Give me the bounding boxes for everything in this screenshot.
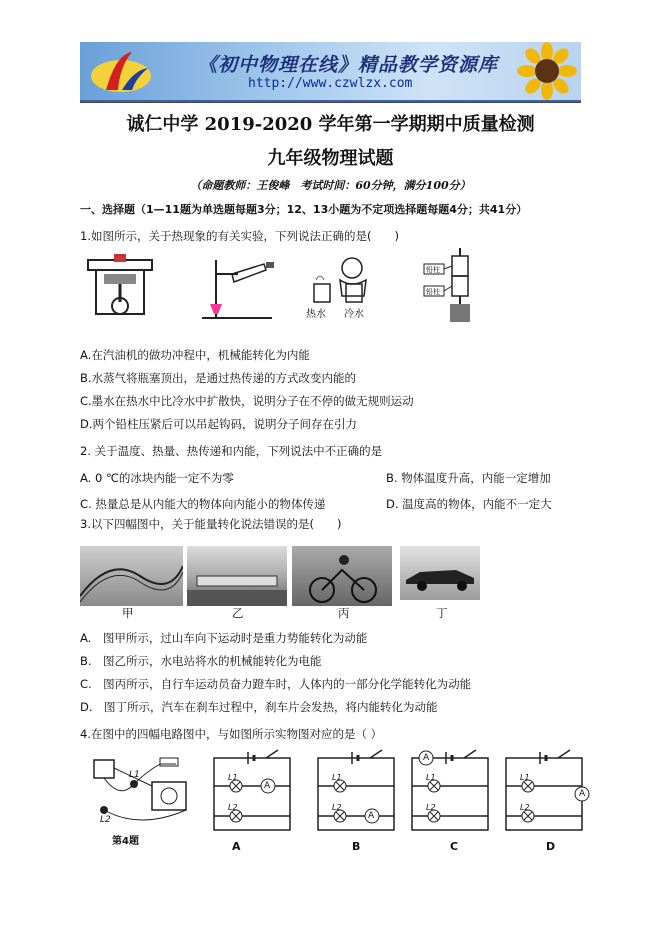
- circuit-diagram-d: [500, 748, 590, 832]
- circuit-c-ammeter: A: [423, 753, 430, 763]
- steam-flask-figure: [192, 254, 287, 322]
- circuit-a-l2: L2: [228, 803, 238, 812]
- q2-option-a: A. 0 ℃的冰块内能一定不为零: [80, 471, 234, 485]
- circuit-d-ammeter: A: [579, 789, 586, 799]
- circuit-c-l2: L2: [426, 803, 436, 812]
- q1-label-lead-top: 铅柱: [426, 266, 440, 274]
- q1-label-cold-water: 冷水: [344, 309, 364, 320]
- circuit-physical-figure: [80, 750, 200, 836]
- q3-option-b: B. 图乙所示，水电站将水的机械能转化为电能: [80, 654, 322, 668]
- q1-option-a: A.在汽油机的做功冲程中，机械能转化为内能: [80, 348, 310, 362]
- racecar-photo: [400, 546, 480, 600]
- q2-option-d: D. 温度高的物体，内能不一定大: [386, 497, 552, 511]
- q4-figure-caption: 第4题: [112, 836, 139, 847]
- circuit-a-ammeter: A: [264, 781, 271, 791]
- q1-option-c: C.墨水在热水中比冷水中扩散快，说明分子在不停的做无规则运动: [80, 394, 414, 408]
- q4-stem: 4.在图中的四幅电路图中，与如图所示实物图对应的是（ ）: [80, 727, 383, 741]
- lead-cylinders-figure: [420, 248, 490, 324]
- banner-url: http://www.czwlzx.com: [248, 76, 413, 91]
- engine-cylinder-figure: [78, 250, 163, 322]
- q4-physical-l2: L2: [100, 815, 111, 825]
- header-rule: [80, 102, 581, 103]
- q3-option-d: D. 图丁所示，汽车在刹车过程中，刹车片会发热，将内能转化为动能: [80, 700, 438, 714]
- q3-option-c: C. 图丙所示，自行车运动员奋力蹬车时，人体内的一部分化学能转化为动能: [80, 677, 472, 691]
- banner-title: 《初中物理在线》精品教学资源库: [198, 54, 499, 76]
- circuit-b-l1: L1: [332, 773, 342, 782]
- circuit-d-label: D: [546, 840, 556, 853]
- q3-option-a: A. 图甲所示，过山车向下运动时是重力势能转化为动能: [80, 631, 368, 645]
- rollercoaster-photo: [80, 546, 183, 606]
- exam-subtitle: 九年级物理试题: [267, 148, 394, 169]
- q1-label-hot-water: 热水: [306, 309, 326, 320]
- q1-option-b: B.水蒸气将瓶塞顶出，是通过热传递的方式改变内能的: [80, 371, 357, 385]
- circuit-c-l1: L1: [426, 773, 436, 782]
- hydropower-photo: [187, 546, 287, 606]
- school-logo-icon: [86, 46, 156, 96]
- circuit-a-label: A: [232, 840, 241, 853]
- circuit-d-l1: L1: [520, 773, 530, 782]
- q4-physical-l1: L1: [129, 770, 140, 780]
- circuit-diagram-a: [208, 748, 296, 832]
- circuit-diagram-b: [312, 748, 400, 832]
- circuit-diagram-c: [406, 748, 494, 832]
- circuit-c-label: C: [450, 840, 459, 853]
- q2-option-b: B. 物体温度升高，内能一定增加: [386, 471, 551, 485]
- exam-title: 诚仁中学 2019-2020 学年第一学期期中质量检测: [126, 114, 535, 135]
- q3-stem: 3.以下四幅图中，关于能量转化说法错误的是( ): [80, 517, 342, 531]
- q2-option-c: C. 热量总是从内能大的物体向内能小的物体传递: [80, 497, 326, 511]
- circuit-d-l2: L2: [520, 803, 530, 812]
- q3-label-yi: 乙: [232, 606, 244, 620]
- sunflower-icon: [515, 42, 579, 100]
- cyclist-photo: [292, 546, 392, 606]
- q3-label-bing: 丙: [338, 606, 350, 620]
- circuit-b-ammeter: A: [368, 811, 375, 821]
- q1-option-d: D.两个铅柱压紧后可以吊起钩码，说明分子间存在引力: [80, 417, 358, 431]
- section-heading: 一、选择题（1—11题为单选题每题3分；12、13小题为不定项选择题每题4分；共41分）: [80, 203, 528, 216]
- q3-label-jia: 甲: [122, 606, 134, 620]
- circuit-a-l1: L1: [228, 773, 238, 782]
- header-banner: [80, 42, 581, 102]
- q1-stem: 1.如图所示，关于热现象的有关实验，下列说法正确的是( ): [80, 229, 399, 243]
- exam-meta: （命题教师：王俊峰 考试时间：60分钟，满分100分）: [190, 179, 471, 192]
- circuit-b-label: B: [352, 840, 361, 853]
- q3-label-ding: 丁: [436, 606, 448, 620]
- circuit-b-l2: L2: [332, 803, 342, 812]
- q2-stem: 2. 关于温度、热量、热传递和内能，下列说法中不正确的是: [80, 444, 383, 458]
- q1-label-lead-bottom: 铅柱: [426, 288, 440, 296]
